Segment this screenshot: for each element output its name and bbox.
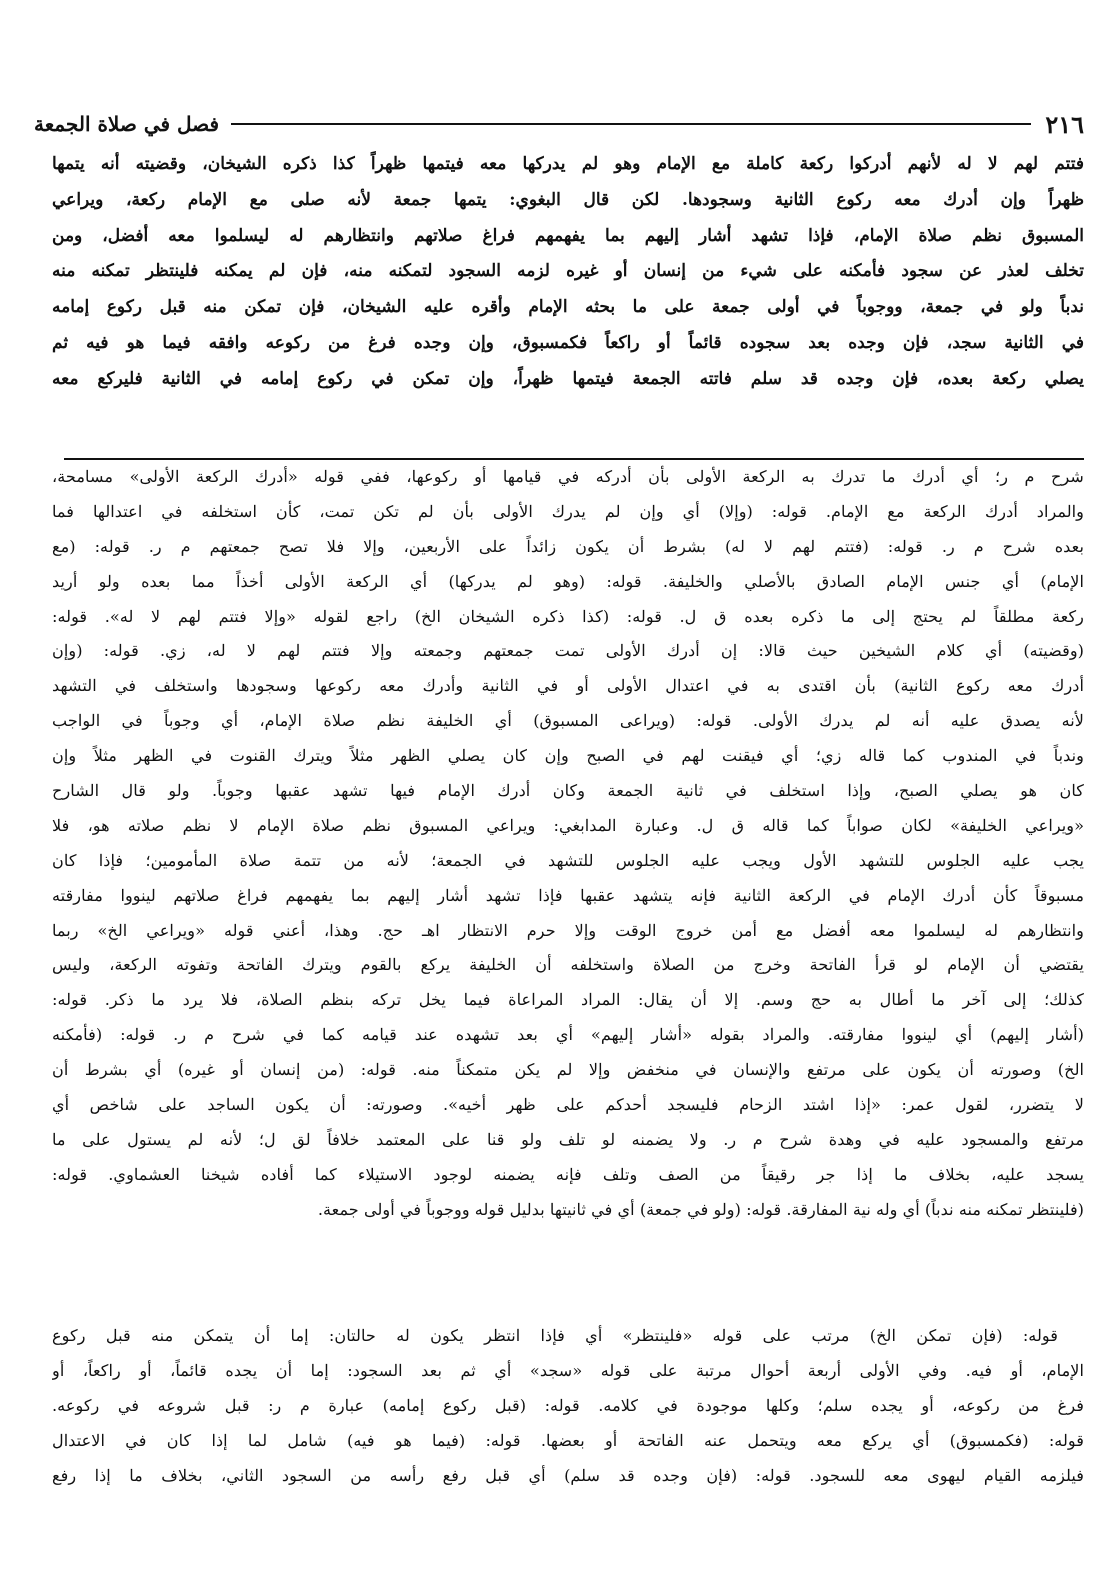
- commentary-line: لا يتضرر، لقول عمر: «إذا اشتد الزحام فليسجد أحدكم على ظهر أخيه». وصورته: أن يكون الساجد على شاخص أي: [52, 1095, 1084, 1115]
- commentary-line: والمراد أدرك الركعة مع الإمام. قوله: (وإلا) أي وإن لم يدرك الأولى بأن لم تكن تمت، كأن استخلفه في اعتدالها فما: [52, 501, 1084, 521]
- commentary-line: بعده شرح م ر. قوله: (فتتم لهم لا له) بشرط أن يكون زائداً على الأربعين، وإلا فلا تصح جمعتهم م ر. قوله: (مع: [52, 536, 1084, 556]
- second-commentary: [52, 1318, 1084, 1493]
- commentary-line: كذلك؛ إلى آخر ما أطال به حج وسم. إلا أن يقال: المراد المراعاة فيما يخل تركه بنظم الصلاة، فلا يرد ما ذكر. قوله:: [52, 990, 1084, 1010]
- main-text-line: تخلف لعذر عن سجود فأمكنه على شيء من إنسان أو غيره لزمه السجود لتمكنه منه، فإن لم يمكنه فلينتظر تمكنه منه: [52, 261, 1084, 282]
- commentary-line: الإمام) أي جنس الإمام الصادق بالأصلي والخليفة. قوله: (وهو لم يدركها) أي الركعة الأولى أخذاً مما بعده ولو أريد: [52, 571, 1084, 591]
- commentary-line: يقتضي أن الإمام لو قرأ الفاتحة وخرج من الصلاة واستخلفه أن الخليفة يركع بالقوم ويترك الفاتحة وتفوته الركعة، وليس: [52, 955, 1084, 975]
- main-text-line: فتتم لهم لا له لأنهم أدركوا ركعة كاملة مع الإمام وهو لم يدركها معه فيتمها ظهراً كذا ذكره الشيخان، وقضيته أنه يتمها: [52, 154, 1084, 174]
- commentary-line: كان هو يصلي الصبح، وإذا استخلف في ثانية الجمعة وكان أدرك الإمام فيها تشهد عقبها وجوباً. ولو قال الشارح: [52, 781, 1084, 801]
- commentary-line: فرغ من ركوعه، أو يجده سلم؛ وكلها موجودة في كلامه. قوله: (قبل ركوع إمامه) عبارة م ر: قبل شروعه في ركوعه.: [52, 1396, 1084, 1415]
- commentary-line: «ويراعي الخليفة» لكان صواباً كما قاله ق ل. وعبارة المدابغي: ويراعي المسبوق نظم صلاة الإمام لا نظم صلاته هو، فلا: [52, 815, 1084, 835]
- main-text-line: المسبوق نظم صلاة الإمام، فإذا تشهد أشار إليهم بما يفهمهم فراغ صلاتهم وانتظارهم له ليسلموا معه أفضل، ومن: [52, 225, 1084, 246]
- commentary-line: وندباً في المندوب كما قاله زي؛ أي فيقنت لهم في الصبح وإن كان يصلي الظهر مثلاً ويترك القنوت في الظهر مثلاً وإن: [52, 746, 1084, 766]
- running-header: [34, 104, 1084, 144]
- commentary-line: ركعة مطلقاً لم يحتج إلى ما ذكره بعده ق ل. قوله: (كذا ذكره الشيخان الخ) راجع لقوله «وإلا فتتم لهم لا له». قوله:: [52, 606, 1084, 626]
- commentary-line: مسبوقاً كأن أدرك الإمام في الركعة الثانية فإنه يتشهد عقبها فإذا تشهد أشار إليهم بما يفهمهم فراغ صلاتهم لينووا مفارقته: [52, 885, 1084, 905]
- commentary-line: أدرك معه ركوع الثانية) بأن اقتدى به في اعتدال الأولى أو في الثانية وأدرك معه ركوعها وسجودها واستخلف في التشهد: [52, 676, 1084, 696]
- main-text-line: يصلي ركعة بعده، فإن وجده قد سلم فاتته الجمعة فيتمها ظهراً، وإن تمكن في ركوع إمامه في الثانية فليركع معه: [52, 368, 1084, 389]
- commentary-line: شرح م ر؛ أي أدرك ما تدرك به الركعة الأولى بأن أدركه في قيامها أو ركوعها، ففي قوله «أدرك الركعة الأولى» مسامحة،: [52, 467, 1084, 486]
- commentary-line: قوله: (فكمسبوق) أي يركع معه ويتحمل عنه الفاتحة أو بعضها. قوله: (فيما هو فيه) شامل لما إذا كان في الاعتدال: [52, 1431, 1084, 1450]
- commentary-line: قوله: (فإن تمكن الخ) مرتب على قوله «فلينتظر» أي فإذا انتظر يكون له حالتان: إما أن يتمكن منه قبل ركوع: [52, 1326, 1058, 1345]
- header-rule: [231, 123, 1031, 125]
- commentary-line: يسجد عليه، بخلاف ما إذا جر رقيقاً من الصف وتلف فإنه يضمنه لوجود الاستيلاء كما أفاده شيخنا العشماوي. قوله:: [52, 1164, 1084, 1184]
- commentary-line: وانتظارهم له ليسلموا معه أفضل مع أمن خروج الوقت وإلا حرم الانتظار اهـ حج. وهذا، أعني قوله «ويراعي الخ» ربما: [52, 920, 1084, 940]
- commentary-line: الإمام، أو فيه. وفي الأولى أربعة أحوال مرتبة على قوله «سجد» أي ثم بعد السجود: إما أن يجده قائماً، أو راكعاً، أو: [52, 1361, 1084, 1380]
- commentary-line: (وقضيته) أي كلام الشيخين حيث قالا: إن أدرك الأولى تمت جمعتهم وجمعته وإلا فتتم لهم لا له، زي. قوله: (وإن: [52, 641, 1084, 661]
- commentary-line: (أشار إليهم) أي لينووا مفارقته. والمراد بقوله «أشار إليهم» أي بعد تشهده عند قيامه كما في شرح م ر. قوله: (فأمكنه: [52, 1025, 1084, 1045]
- commentary-line: فيلزمه القيام ليهوى معه للسجود. قوله: (فإن وجده قد سلم) أي قبل رفع رأسه من السجود الثاني، بخلاف ما إذا رفع: [52, 1466, 1084, 1485]
- main-text-line: ظهراً وإن أدرك معه ركوع الثانية وسجودها. لكن قال البغوي: يتمها جمعة لأنه صلى مع الإمام ركعة، ويراعي: [52, 189, 1084, 210]
- commentary-line: مرتفع والمسجود عليه في وهدة شرح م ر. ولا يضمنه لو تلف ولو قنا على المعتمد خلافاً لق ل؛ لأنه لم يستول على ما: [52, 1129, 1084, 1149]
- commentary-line: الخ) وصورته أن يكون على مرتفع والإنسان في منخفض وإلا لم يكن متمكناً منه. قوله: (من إنسان أو غيره) أي بشرط أن: [52, 1060, 1084, 1080]
- commentary-line: لأنه يصدق عليه أنه لم يدرك الأولى. قوله: (ويراعى المسبوق) أي الخليفة نظم صلاة الإمام، أي وجوباً في الواجب: [52, 711, 1084, 731]
- commentary-line: (فلينتظر تمكنه منه ندباً) أي وله نية المفارقة. قوله: (ولو في جمعة) أي في ثانيتها بدليل قوله ووجوباً في أولى جمعة.: [317, 1199, 1084, 1219]
- main-text-line: ندباً ولو في جمعة، ووجوباً في أولى جمعة على ما بحثه الإمام وأقره عليه الشيخان، فإن تمكن منه قبل ركوع إمامه: [52, 297, 1084, 318]
- chapter-title: فصل في صلاة الجمعة: [34, 112, 220, 136]
- main-text: [52, 147, 1084, 398]
- main-text-line: في الثانية سجد، فإن وجده بعد سجوده قائماً أو راكعاً فكمسبوق، وإن وجده فرغ من ركوعه وافقه فيما هو فيه ثم: [52, 332, 1084, 353]
- commentary-line: يجب عليه الجلوس للتشهد الأول ويجب عليه الجلوس للتشهد في الجمعة؛ لأنه من تتمة صلاة المأمومين؛ فإذا كان: [52, 850, 1084, 870]
- commentary: [52, 460, 1084, 1228]
- page-number: ٢١٦: [1045, 109, 1084, 139]
